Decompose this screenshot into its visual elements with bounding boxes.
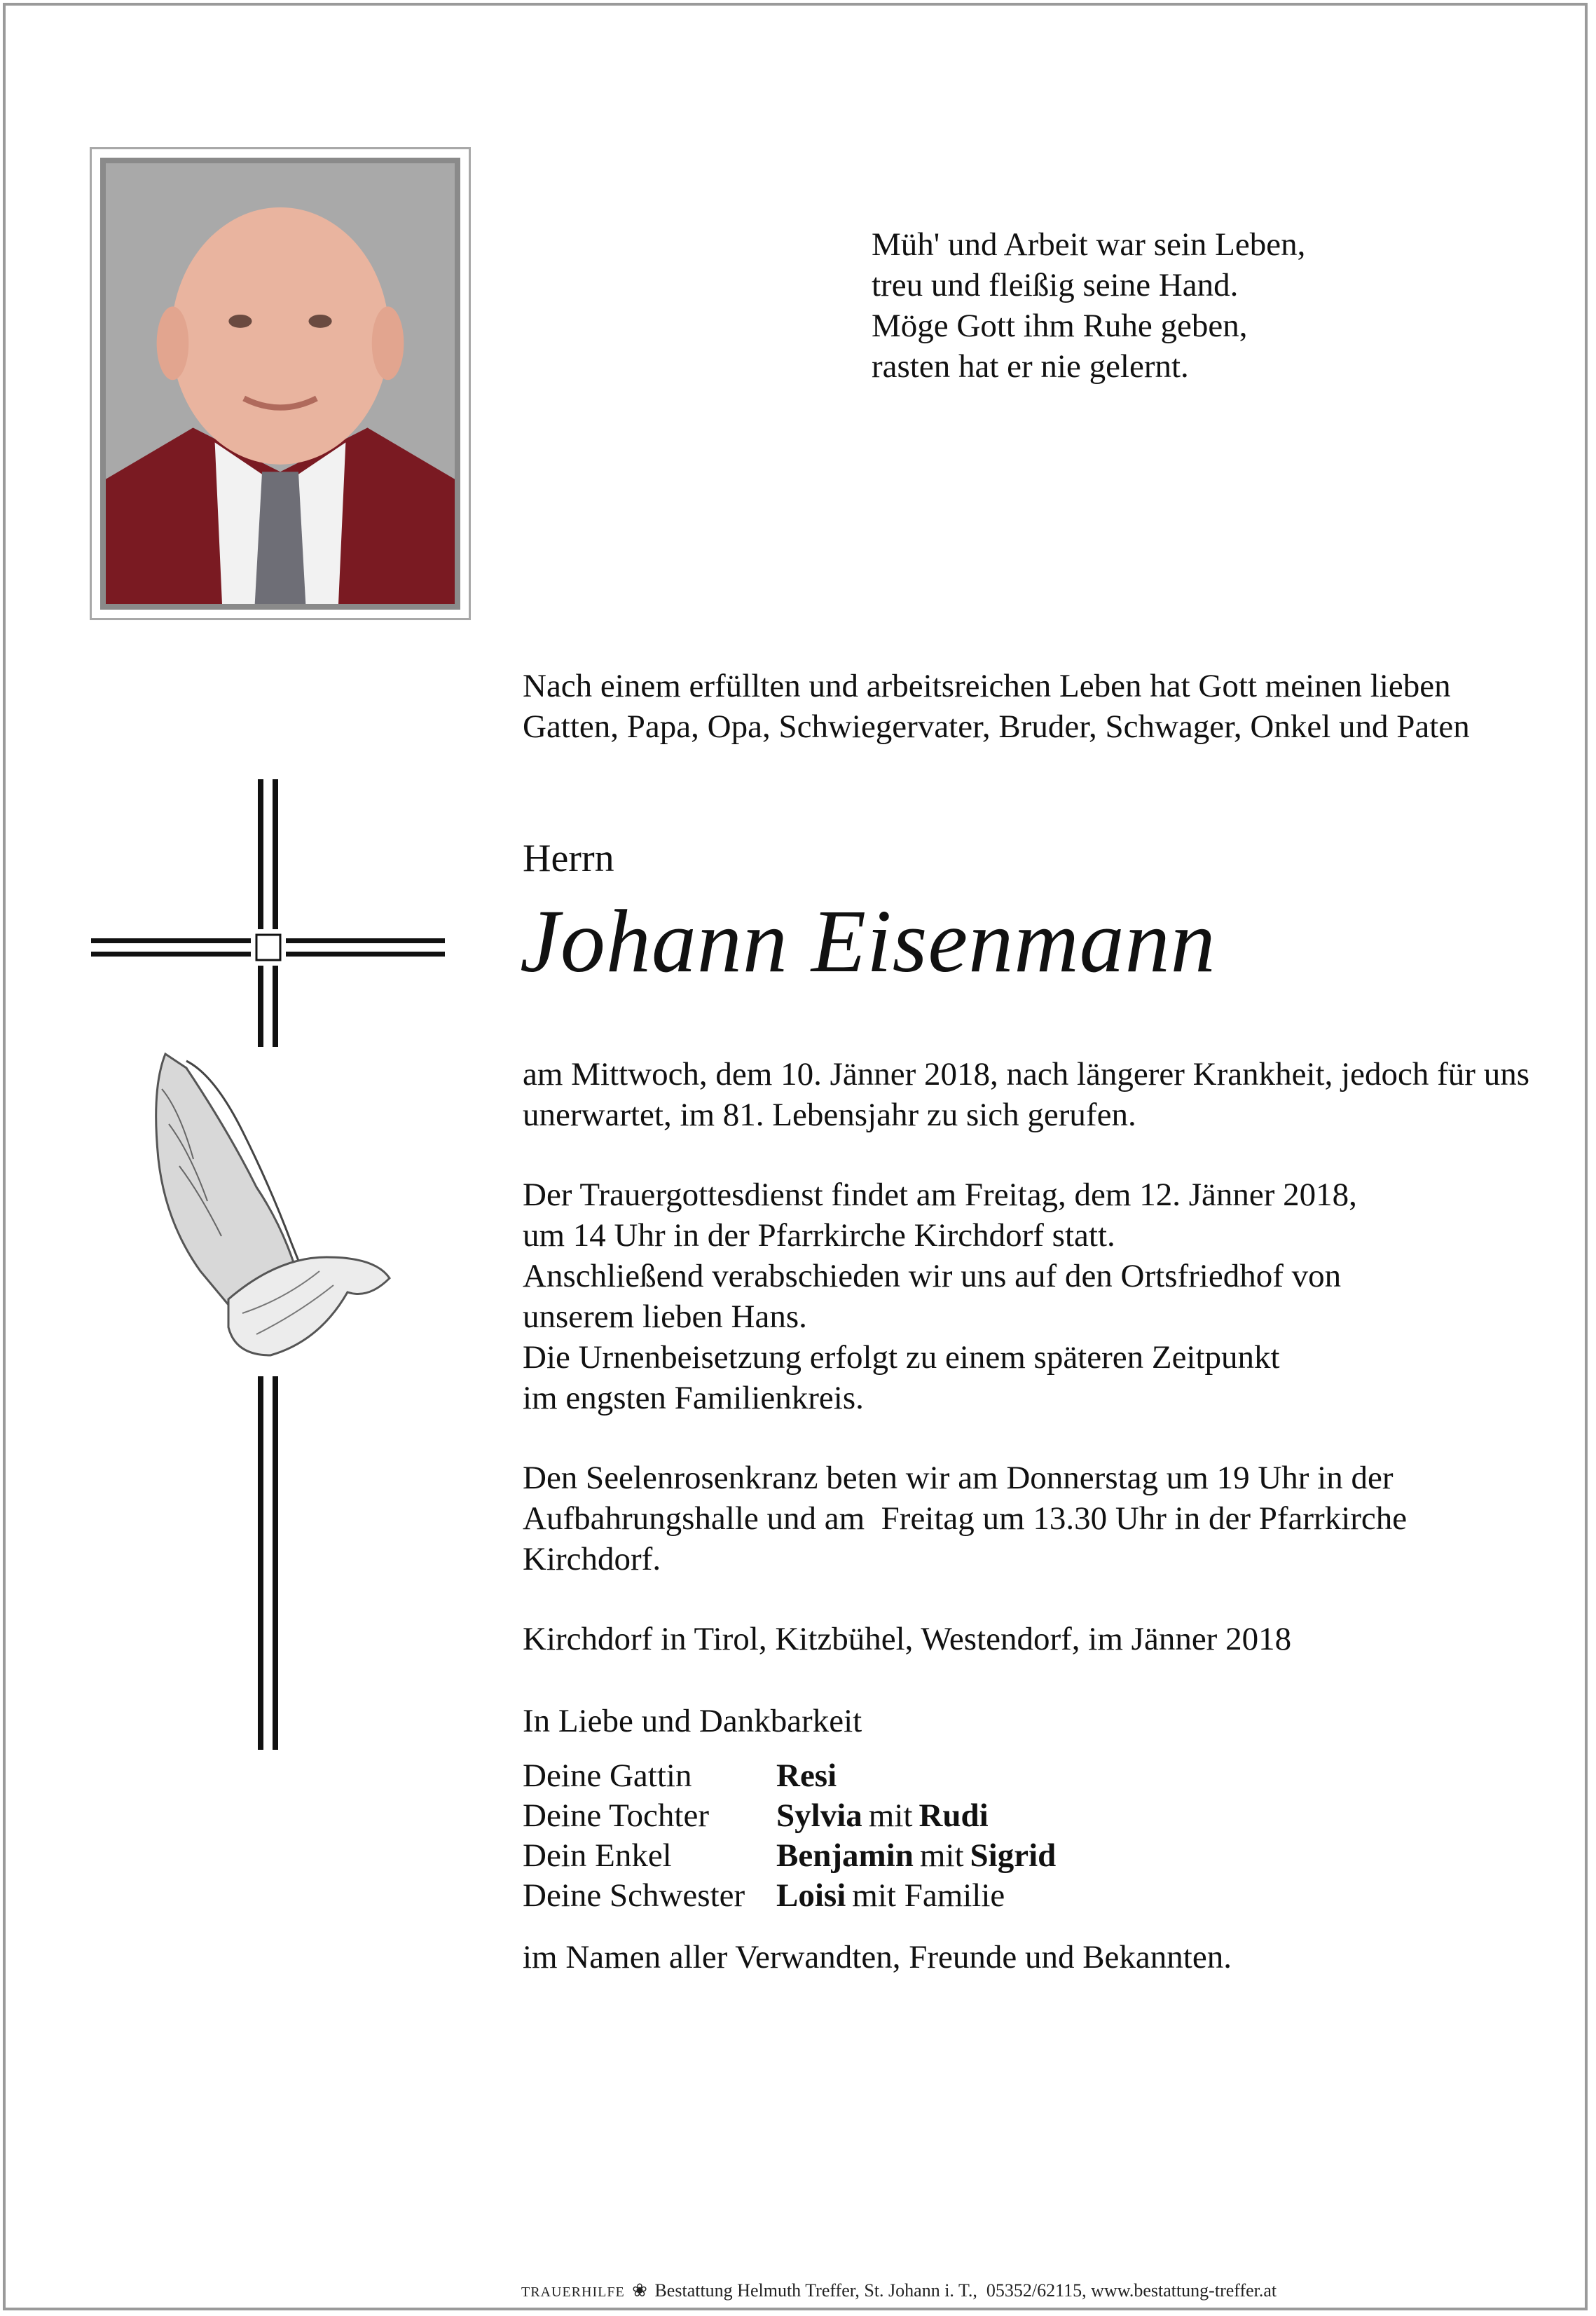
mourner-connector: mit bbox=[919, 1837, 964, 1874]
closing-line: In Liebe und Dankbarkeit bbox=[523, 1703, 862, 1739]
mourner-relation: Deine Schwester bbox=[523, 1877, 745, 1914]
mourner-relation: Dein Enkel bbox=[523, 1837, 672, 1874]
leaf-icon: ❀ bbox=[632, 2280, 647, 2301]
salutation: Herrn bbox=[523, 837, 614, 880]
mourner-relation: Deine Gattin bbox=[523, 1757, 692, 1794]
mourner-connector: mit Familie bbox=[852, 1877, 1005, 1914]
portrait-photo bbox=[100, 158, 460, 610]
poem-line: rasten hat er nie gelernt. bbox=[872, 348, 1189, 385]
mourner-row bbox=[523, 1796, 1056, 1836]
footer-brand: TRAUERHILFE bbox=[521, 2284, 625, 2300]
portrait-frame bbox=[90, 147, 471, 620]
footer bbox=[521, 2280, 1277, 2303]
rosary-info: Den Seelenrosenkranz beten wir am Donnerstag um 19 Uhr in der Aufbahrungshalle und am Freitag um 13.30 Uhr in der Pfarrkirche Kirchdorf. bbox=[523, 1460, 1415, 1577]
service-line: um 14 Uhr in der Pfarrkirche Kirchdorf statt. bbox=[523, 1217, 1115, 1254]
place-date: Kirchdorf in Tirol, Kitzbühel, Westendorf, im Jänner 2018 bbox=[523, 1621, 1292, 1657]
mourner-row bbox=[523, 1876, 1056, 1916]
poem-line: Müh' und Arbeit war sein Leben, bbox=[872, 226, 1306, 263]
death-notice: am Mittwoch, dem 10. Jänner 2018, nach längerer Krankheit, jedoch für uns unerwartet, im 81. Lebensjahr zu sich gerufen. bbox=[523, 1056, 1529, 1133]
service-info bbox=[523, 1174, 1546, 1418]
service-line: im engsten Familienkreis. bbox=[523, 1380, 864, 1416]
service-line: Anschließend verabschieden wir uns auf den Ortsfriedhof von bbox=[523, 1258, 1342, 1294]
mourner-row bbox=[523, 1756, 1056, 1796]
signoff: im Namen aller Verwandten, Freunde und Bekannten. bbox=[523, 1939, 1232, 1975]
mourner-relation: Deine Tochter bbox=[523, 1797, 709, 1834]
intro-text: Nach einem erfüllten und arbeitsreichen Leben hat Gott meinen lieben Gatten, Papa, Opa, Schwiegervater, Bruder, Schwager, Onkel und Paten bbox=[523, 668, 1470, 745]
poem bbox=[872, 224, 1502, 387]
poem-line: treu und fleißig seine Hand. bbox=[872, 267, 1239, 303]
praying-hands-icon bbox=[137, 1047, 404, 1376]
mourner-partner: Rudi bbox=[919, 1797, 989, 1834]
mourner-name: Resi bbox=[776, 1757, 837, 1794]
mourner-connector: mit bbox=[868, 1797, 913, 1834]
poem-line: Möge Gott ihm Ruhe geben, bbox=[872, 308, 1248, 344]
mourner-name: Loisi bbox=[776, 1877, 846, 1914]
mourners-list bbox=[523, 1756, 1056, 1916]
service-line: Der Trauergottesdienst findet am Freitag, dem 12. Jänner 2018, bbox=[523, 1177, 1357, 1213]
mourner-name: Sylvia bbox=[776, 1797, 862, 1834]
mourner-partner: Sigrid bbox=[970, 1837, 1057, 1874]
mourner-name: Benjamin bbox=[776, 1837, 914, 1874]
service-line: Die Urnenbeisetzung erfolgt zu einem späteren Zeitpunkt bbox=[523, 1339, 1280, 1376]
deceased-name: Johann Eisenmann bbox=[520, 891, 1216, 991]
footer-text: Bestattung Helmuth Treffer, St. Johann i. T., 05352/62115, www.bestattung-treffer.at bbox=[654, 2280, 1277, 2301]
mourner-row bbox=[523, 1836, 1056, 1876]
portrait-illustration bbox=[106, 163, 455, 604]
service-line: unserem lieben Hans. bbox=[523, 1299, 807, 1335]
